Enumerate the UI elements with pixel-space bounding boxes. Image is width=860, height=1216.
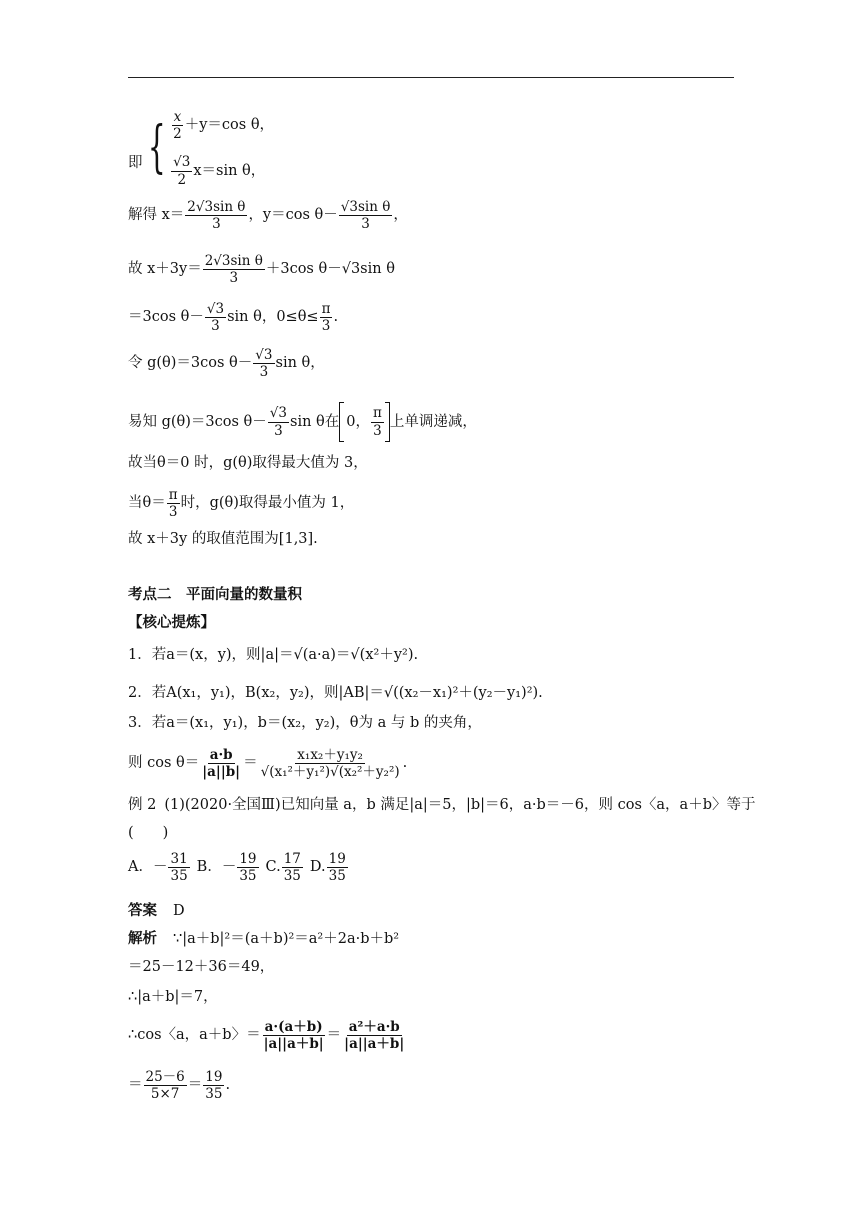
section-title: 考点二 平面向量的数量积 <box>128 587 302 603</box>
option-d[interactable]: D. $\frac{19}{35}$ <box>309 851 346 885</box>
system-eq1: $\frac{x}{2}$ ＋y＝cos θ， <box>173 109 275 143</box>
min-line: 当θ＝ $\frac{\pi}{3}$ 时，g(θ)取得最小值为 1， <box>128 487 355 521</box>
let-line: 令 g(θ)＝3cos θ－ $\frac{√3}{3}$ sin θ， <box>128 347 325 381</box>
system-eq2: $\frac{√3}{2}$ x＝sin θ， <box>173 154 266 188</box>
analysis-line-4: ∴cos〈a，a＋b〉＝ $\frac{a\cdot(a+b)}{|a||a+b|}$ ＝ $\frac{\text{a²＋a·b}}{|a||a+b|}$ <box>128 1019 405 1053</box>
equation-system <box>128 110 274 187</box>
analysis-line-5: ＝ $\frac{25-6}{5\times 7}$ ＝ $\frac{19}{35}$ . <box>128 1069 231 1103</box>
range-line: 故 x＋3y 的取值范围为[1,3]. <box>128 531 318 547</box>
option-b[interactable]: B．－ $\frac{19}{35}$ <box>196 851 257 885</box>
analysis-line-3: ∴|a＋b|＝7， <box>128 989 218 1005</box>
analysis-line-1: 解析 ∵|a＋b|²＝(a＋b)²＝a²＋2a·b＋b² <box>128 931 400 947</box>
list-item: 1．若 a＝(x，y)，则|a|＝√(a·a)＝√(x²＋y²). <box>128 647 419 663</box>
cos-formula: 则 cos θ＝ $\frac{a\cdot b}{|a||b|}$ ＝ $\frac{\text{x₁x₂＋y₁y₂}}{\text{√(x₁²＋y₁²)√(x₂²＋y₂²)}}$ . <box>128 747 408 781</box>
answer-paren: ( ) <box>128 825 169 841</box>
option-c[interactable]: C. $\frac{17}{35}$ <box>265 851 301 885</box>
sum-line-2: ＝3cos θ－ $\frac{√3}{3}$ sin θ，0≤θ≤ $\frac{\pi}{3}$ . <box>128 301 339 335</box>
solve-line: 解得 x＝ $\frac{\text{2√3sin θ}}{3}$ ，y＝cos θ－ $\frac{\text{√3sin θ}}{3}$ ， <box>128 199 408 233</box>
example-line: 例 2 (1)(2020·全国Ⅲ)已知向量 a，b 满足|a|＝5，|b|＝6，a·b＝－6，则 cos〈a，a＋b〉等于 <box>128 797 756 813</box>
option-a[interactable]: A．－ $\frac{31}{35}$ <box>128 851 188 885</box>
monotonic-line: 易知 g(θ)＝3cos θ－ $\frac{√3}{3}$ sin θ在 0， $\frac{\pi}{3}$ 上单调递减， <box>128 402 477 442</box>
left-brace: { <box>147 115 166 181</box>
list-item: 3．若 a＝(x₁，y₁)，b＝(x₂，y₂)，θ为 a 与 b 的夹角， <box>128 715 482 731</box>
max-line: 故当θ＝0 时，g(θ)取得最大值为 3， <box>128 455 368 471</box>
answer-line: 答案 D <box>128 903 185 919</box>
list-item: 2．若 A(x₁，y₁)，B(x₂，y₂)，则|AB|＝√((x₂－x₁)²＋(y₂－y₁)²). <box>128 685 543 701</box>
sum-line: 故 x＋3y＝ $\frac{\text{2√3sin θ}}{3}$ ＋3cos θ－√3sin θ <box>128 253 395 287</box>
analysis-line-2: ＝25－12＋36＝49， <box>128 959 275 975</box>
core-heading: 【核心提炼】 <box>128 615 215 631</box>
header-rule <box>128 77 734 78</box>
options-line <box>128 852 349 883</box>
system-prefix: 即 <box>128 155 143 172</box>
